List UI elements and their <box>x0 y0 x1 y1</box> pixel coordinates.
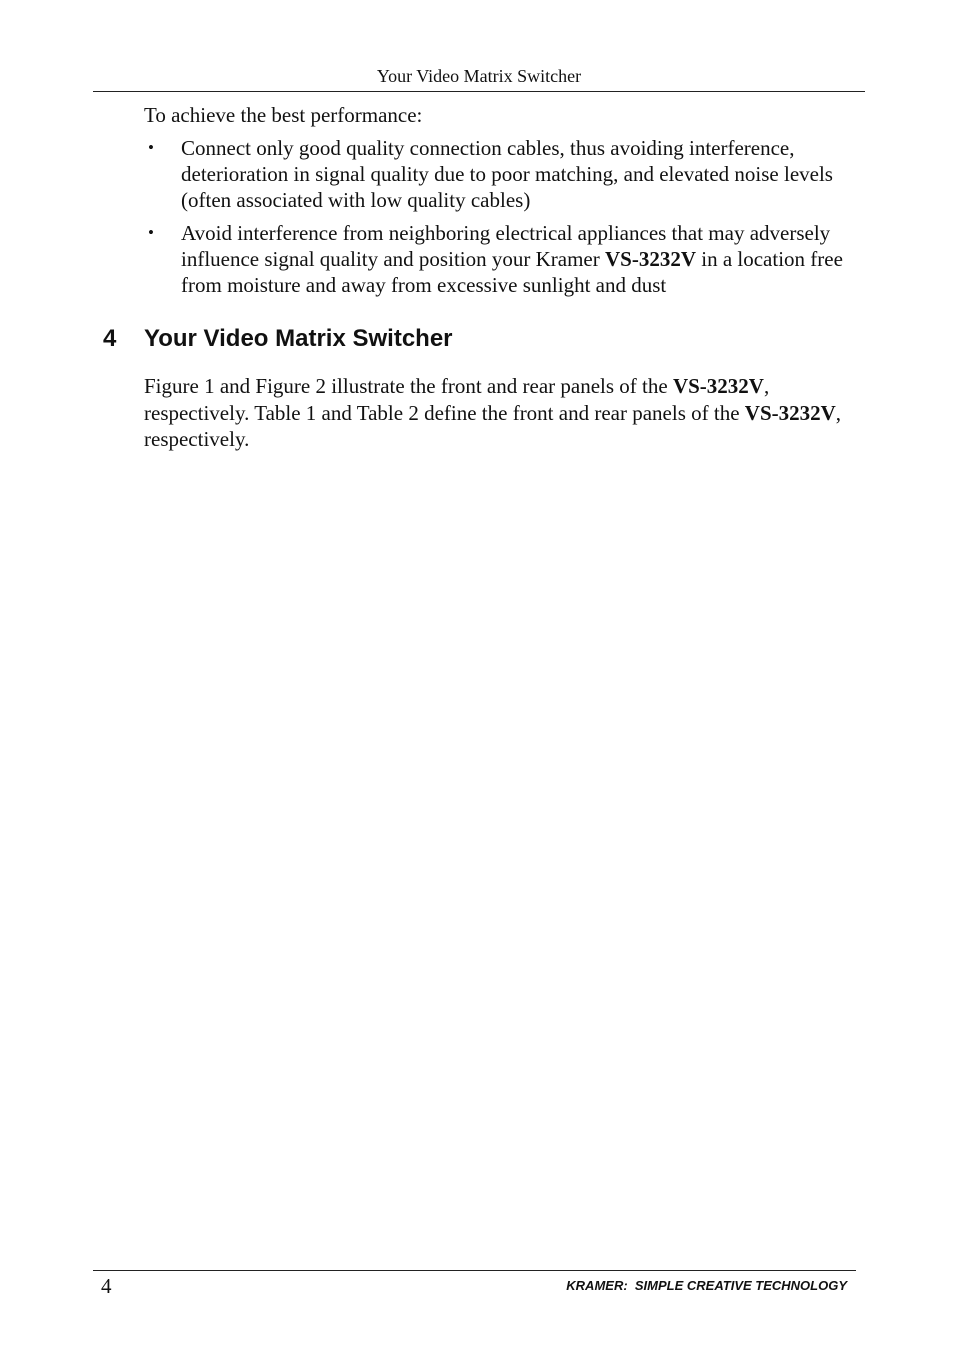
page-number: 4 <box>101 1274 112 1298</box>
list-item <box>144 135 864 213</box>
model-name: VS-3232V <box>744 400 836 425</box>
intro-text: To achieve the best performance: <box>144 103 423 127</box>
bullet-icon: • <box>148 223 154 242</box>
header-divider <box>93 91 865 92</box>
footer-divider <box>93 1270 856 1271</box>
section-number: 4 <box>103 325 117 352</box>
performance-list <box>144 135 864 305</box>
footer-brand: KRAMER: SIMPLE CREATIVE TECHNOLOGY <box>566 1278 847 1293</box>
model-name: VS-3232V <box>604 247 696 271</box>
list-item-text-cont: in a location free from moisture and away from excessive sunlight and dust <box>181 247 843 297</box>
paragraph-text: , respectively. <box>144 400 842 451</box>
list-item <box>144 220 864 298</box>
section-heading <box>103 324 453 354</box>
bullet-icon: • <box>148 138 154 157</box>
paragraph-text: , respectively. Table 1 and Table 2 define the front and rear panels of the <box>144 374 770 425</box>
list-item-text: Connect only good quality connection cables, thus avoiding interference, deterioration in signal quality due to poor matching, and elevated noise levels (often associated with low quality cables) <box>181 136 833 212</box>
model-name: VS-3232V <box>672 374 764 398</box>
section-title: Your Video Matrix Switcher <box>144 325 453 352</box>
paragraph-text: Figure 1 and Figure 2 illustrate the front and rear panels of the <box>144 374 673 398</box>
running-header: Your Video Matrix Switcher <box>376 66 582 86</box>
list-item-text: Avoid interference from neighboring electrical appliances that may adversely influence signal quality and position your Kramer <box>181 221 831 271</box>
section-paragraph <box>144 373 864 453</box>
